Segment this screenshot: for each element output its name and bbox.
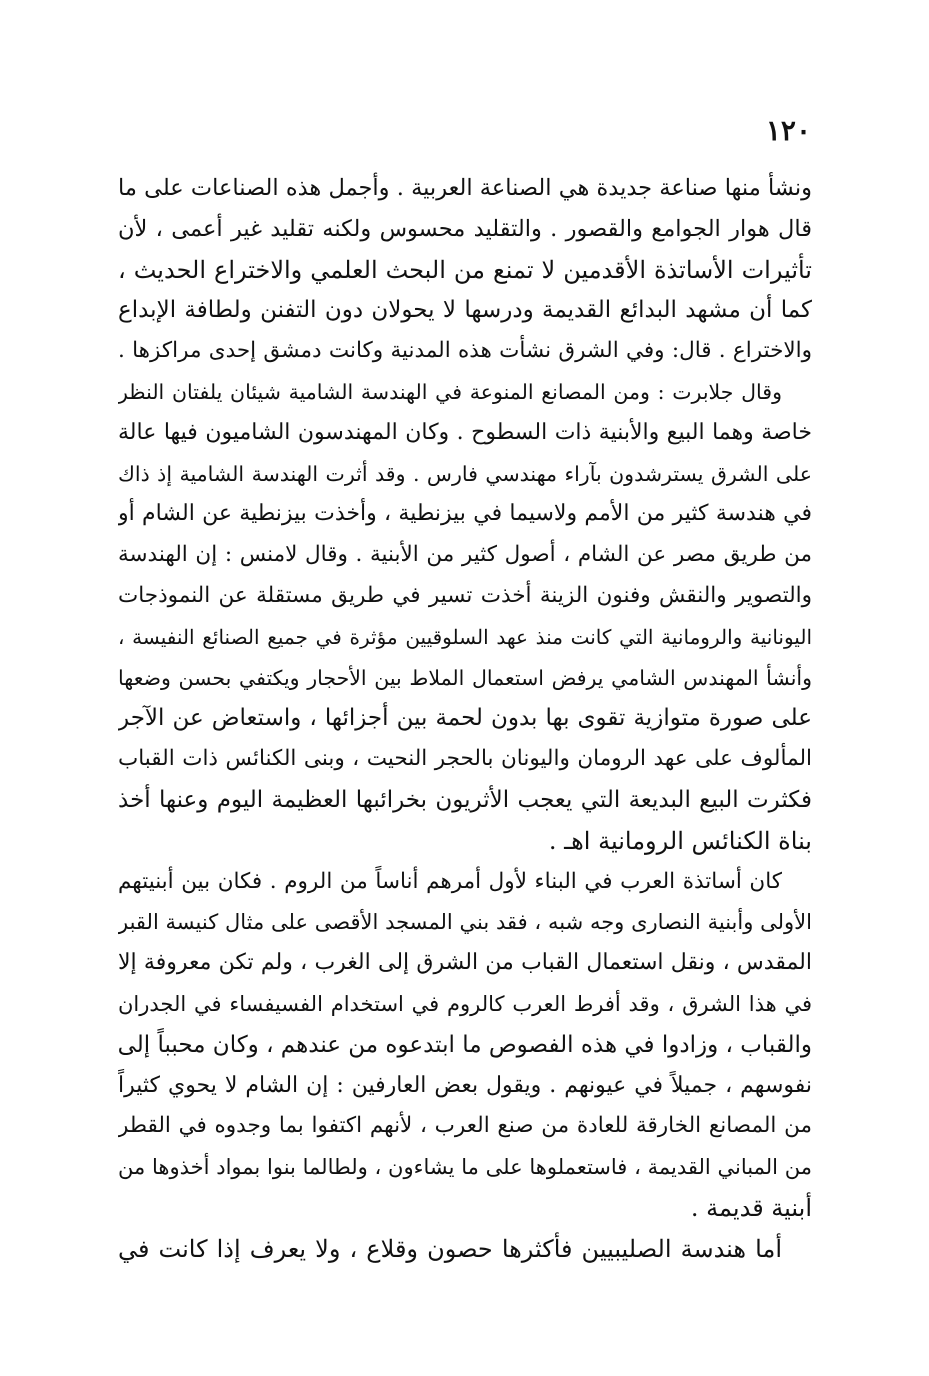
text-line: في هندسة كثير من الأمم ولاسيما في بيزنطية ، وأخذت بيزنطية عن الشام أو: [118, 501, 812, 527]
text-line: أبنية قديمة .: [690, 1193, 812, 1222]
page-number: ١٢٠: [765, 114, 811, 147]
body-text: [118, 168, 812, 1270]
text-line: الأولى وأبنية النصارى وجه شبه ، فقد بني المسجد الأقصى على مثال كنيسة القبر: [118, 910, 812, 935]
text-line: نفوسهم ، جميلاً في عيونهم . ويقول بعض العارفين : إن الشام لا يحوي كثيراً: [118, 1072, 812, 1098]
text-line: على الشرق يسترشدون بآراء مهندسي فارس . وقد أثرت الهندسة الشامية إذ ذاك: [118, 461, 812, 486]
text-line: تأثيرات الأساتذة الأقدمين لا تمنع من البحث العلمي والاختراع الحديث ،: [118, 255, 812, 284]
text-line: خاصة وهما البيع والأبنية ذات السطوح . وكان المهندسون الشاميون فيها عالة: [118, 419, 812, 445]
text-line: على صورة متوازية تقوى بها بدون لحمة بين أجزائها ، واستعاض عن الآجر: [118, 705, 812, 732]
text-line: أما هندسة الصليبيين فأكثرها حصون وقلاع ، ولا يعرف إذا كانت في: [118, 1234, 782, 1263]
text-line: كان أساتذة العرب في البناء لأول أمرهم أناساً من الروم . فكان بين أبنيتهم: [118, 868, 782, 894]
text-line: والتصوير والنقش وفنون الزينة أخذت تسير في طريق مستقلة عن النموذجات: [118, 582, 812, 608]
text-line: اليونانية والرومانية التي كانت منذ عهد السلوقيين مؤثرة في جميع الصنائع النفيسة ،: [118, 624, 812, 649]
text-line: بناة الكنائس الرومانية اهـ .: [548, 826, 812, 855]
text-line: كما أن مشهد البدائع القديمة ودرسها لا يحولان دون التفنن ولطافة الإبداع: [118, 297, 812, 324]
text-line: وقال جلابرت : ومن المصانع المنوعة في الهندسة الشامية شيئان يلفتان النظر: [118, 379, 782, 404]
text-line: في هذا الشرق ، وقد أفرط العرب كالروم في استخدام الفسيفساء في الجدران: [118, 991, 812, 1016]
text-line: من المباني القديمة ، فاستعملوها على ما يشاءون ، ولطالما بنوا بمواد أخذوها من: [118, 1155, 812, 1180]
text-line: وأنشأ المهندس الشامي يرفض استعمال الملاط بين الأحجار ويكتفي بحسن وضعها: [118, 665, 812, 690]
text-line: المقدس ، ونقل استعمال القباب من الشرق إلى الغرب ، ولم تكن معروفة إلا: [118, 950, 812, 976]
text-line: من طريق مصر عن الشام ، أصول كثير من الأبنية . وقال لامنس : إن الهندسة: [118, 542, 812, 568]
text-line: المألوف على عهد الرومان واليونان بالحجر النحيت ، وبنى الكنائس ذات القباب: [118, 746, 812, 772]
text-line: ونشأ منها صناعة جديدة هي الصناعة العربية . وأجمل هذه الصناعات على ما: [118, 175, 812, 201]
text-line: والقباب ، وزادوا في هذه الفصوص ما ابتدعوه من عندهم ، وكان محبباً إلى: [118, 1031, 812, 1058]
text-line: من المصانع الخارقة للعادة من صنع العرب ، لأنهم اكتفوا بما وجدوه في القطر: [118, 1113, 812, 1139]
text-line: والاختراع . قال: وفي الشرق نشأت هذه المدنية وكانت دمشق إحدى مراكزها .: [118, 338, 812, 364]
text-line: قال هوار الجوامع والقصور . والتقليد محسوس ولكنه تقليد غير أعمى ، لأن: [118, 215, 812, 242]
text-line: فكثرت البيع البديعة التي يعجب الأثريون بخرائبها العظيمة اليوم وعنها أخذ: [118, 786, 812, 813]
